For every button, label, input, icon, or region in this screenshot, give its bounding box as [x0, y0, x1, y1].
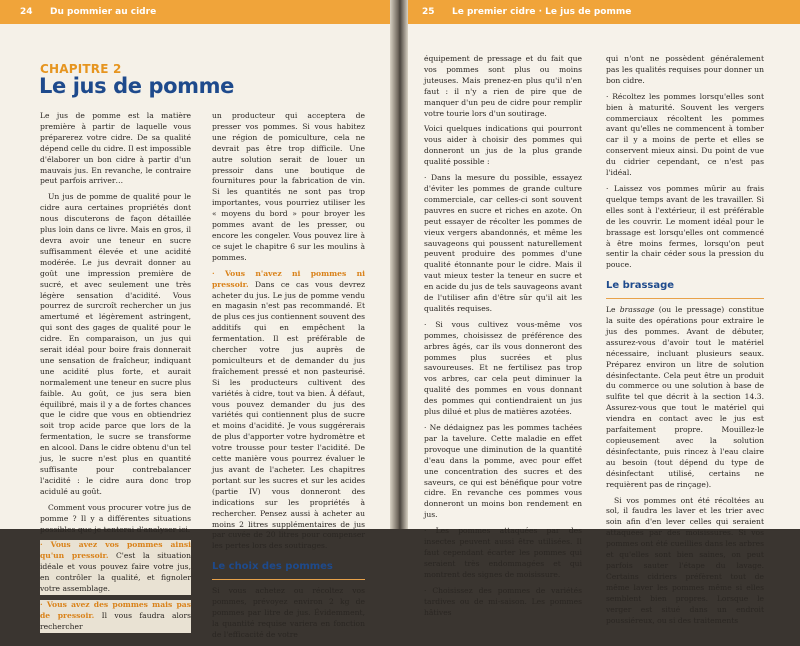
left-page-number: 24 [20, 7, 33, 17]
list-item: · Récoltez les pommes lorsqu'elles sont bien à maturité. Souvent les vergers commerciaux récoltent les pommes avant qu'elles ne commencent à tomber car il y a moins de perte et elles se conservent mieux ainsi. Du point de vue du cidrier cependant, ce n'est pas l'idéal. [606, 91, 764, 178]
section-heading: Le choix des pommes [212, 561, 333, 573]
paragraph-text: (ou le pressage) constitue la suite des opérations pour extraire le jus des pommes. Avant de débuter, assurez-vous d'avoir tout le matériel nécessaire, incluant plusieurs seaux. Préparez environ un litre de solution désinfectante. Cela peut être un produit du commerce ou une solution à base de sulfite tel que décrit à la section 14.3. Assurez-vous que tout le matériel qui viendra en contact avec le jus est parfaitement propre. Mouillez-le copieusement avec la solution désinfectante, puis rincez à l'eau claire au besoin (tout dépend du type de désinfectant utilisé, certains ne requièrent pas de rinçage). [606, 305, 765, 489]
list-item: · Choisissez des pommes de variétés tardives ou de mi-saison. Les pommes hâtives [424, 585, 582, 617]
left-running-head: Du pommier au cidre [50, 7, 157, 17]
list-item: · Ne dédaignez pas les pommes tachées par la tavelure. Cette maladie en effet provoque une diminution de la quantité d'eau dans la pomme, avec pour effet une concentration des sucres et des saveurs, ce qui est bénéfique pour votre cidre. En revanche ces pommes vous donneront un moins bon rendement en jus. [424, 423, 582, 520]
section-rule [606, 298, 764, 299]
right-column-1 [424, 54, 582, 623]
book-gutter [390, 0, 408, 529]
list-item: · Les pommes attaquées par des insectes peuvent aussi être utilisées. Il faut cependant écarter les pommes qui seraient très endommagées et qui montrent des signes de moisissure. [424, 526, 582, 579]
right-running-header [402, 0, 800, 24]
highlighted-paragraph [40, 600, 191, 633]
paragraph: équipement de pressage et du fait que vos pommes sont plus ou moins juteuses. Mais prenez-en plus qu'il n'en faut : il n'y a rien de pire que de manquer d'un peu de cidre pour remplir votre tourie lors d'un soutirage. [424, 54, 582, 118]
highlight-phrase: · Vous n'avez ni pommes ni pressoir. [212, 268, 365, 289]
paragraph: Si vous achetez ou récoltez vos pommes, prévoyez environ 2 kg de pommes par litre de jus. Évidemment, la quantité requise variera en fonction de l'efficacité de votre [212, 586, 365, 639]
highlighted-paragraph [40, 540, 191, 595]
paragraph: un producteur qui acceptera de presser vos pommes. Si vous habitez une région de pomiculture, cela ne devrait pas être trop difficile. Une autre solution serait de louer un pressoir dans une boutique de fournitures pour la fabrication de vin. Si les quantités ne sont pas trop importantes, vous pourriez utiliser les « moyens du bord » pour broyer les pommes avant de les presser, ou encore les congeler. Vous pouvez lire à ce sujet le chapitre 6 sur les moulins à pommes. [212, 111, 365, 262]
paragraph-text: Dans ce cas vous devrez acheter du jus. Le jus de pomme vendu en magasin n'est pas recommandé. Et de plus ces jus contiennent souvent des additifs qui en empêchent la fermentation. Il est préférable de chercher votre jus auprès de pomiculteurs et de demander du jus fraîchement pressé et non pasteurisé. Si les producteurs cultivent des variétés à cidre, tout va bien. À défaut, vous pouvez demander du jus des variétés qui contiennent plus de sucre et moins d'acidité. Je vous suggérerais de plus d'apporter votre hydromètre et votre trousse pour tester l'acidité. De cette manière vous pourrez évaluer le jus avant de l'acheter. Les chapitres portant sur les sucres et sur les acides (partie IV) vous donneront des indications sur les propriétés à rechercher. Pensez aussi à acheter au moins 2 litres supplémentaires de jus par cuvée de 20 litres pour compenser les pertes lors des soutirages. [212, 279, 365, 551]
left-column-2 [212, 111, 365, 646]
highlighted-paragraph [212, 269, 365, 553]
chapter-label: CHAPITRE 2 [40, 62, 122, 76]
paragraph: qui n'ont ne possèdent généralement pas les qualités requises pour donner un bon cidre. [606, 54, 764, 85]
list-item: · Laissez vos pommes mûrir au frais quelque temps avant de les travailler. Si elles sont à l'extérieur, il est préférable de les couvrir. Le moment idéal pour le brassage est lorsqu'elles ont commencé à être moins fermes, lorsqu'on peut sentir la chair céder sous la pression du pouce. [606, 183, 764, 270]
section-heading: Le brassage [606, 280, 675, 292]
section-rule [212, 579, 365, 580]
left-column-1 [40, 111, 191, 638]
paragraph: Le jus de pomme est la matière première à partir de laquelle vous préparerez votre cidre. De sa qualité dépend celle du cidre. Il est impossible d'élaborer un bon cidre à partir d'un mauvais jus. En revanche, le contraire peut parfois arriver… [40, 111, 191, 186]
right-running-head: Le premier cidre · Le jus de pomme [452, 7, 632, 17]
paragraph: Si vos pommes ont été récoltées au sol, il faudra les laver et les trier avec soin afin d'en lever celles qui seraient attaquées par des moisissures. Si vos pommes ont été cueillies dans les arbres et qu'elles sont bien saines, on peut parfois sauter l'étape du lavage. Certains cidriers préfèrent tout de même laver les pommes même si elles semblent bien propres. Lorsque le verger est situé dans un endroit poussiéreux, ou si des traitements [606, 495, 764, 625]
right-page-number: 25 [422, 7, 435, 17]
list-item: · Si vous cultivez vous-même vos pommes, choisissez de préférence des arbres âgés, car ils vous donneront des pommes plus sucrées et plus savoureuses. Et ne fertilisez pas trop vos arbres, car cela peut diminuer la qualité des pommes en vous donnant des pommes qui contiendraient un jus plus dilué et plus de matières azotées. [424, 319, 582, 417]
paragraph: Un jus de pomme de qualité pour le cidre aura certaines propriétés dont nous discuterons de façon détaillée plus loin dans ce livre. Mais en gros, il devra avoir une teneur en sucre suffisamment élevée et une acidité modérée. Le jus devrait donner au goût une impression première de sucré, et avec seulement une très légère sensation d'acidité. Vous pourrez de surcroît rechercher un jus amertumé et légèrement astringent, qui sont des gages de qualité pour le cidre. En comparaison, un jus qui serait idéal pour boire frais donnerait une sensation de fraîcheur, indiquant une acidité plus forte, et aurait normalement une teneur en sucre plus faible. Au goût, ce jus sera bien équilibré, mais il y a de fortes chances que le cidre que vous en obtiendriez soit trop acide parce que lors de la fermentation, le sucre se transforme en alcool. Dans le cidre obtenu d'un tel jus, le sucre n'est plus en quantité suffisante pour contrebalancer l'acidité : le cidre aura donc trop acidulé au goût. [40, 192, 191, 496]
list-item: · Dans la mesure du possible, essayez d'éviter les pommes de grande culture commerciale, car celles-ci sont souvent pauvres en sucre et riches en azote. On peut essayer de récolter les pommes de vieux vergers abandonnés, et même les sauvageons qui poussent naturellement peuvent produire des pommes d'une qualité étonnante pour le cidre. Mais il vaut mieux tester la teneur en sucre et en acide du jus de tels sauvageons avant de l'utiliser afin d'être sûr qu'il ait les qualités requises. [424, 173, 582, 313]
left-running-header [0, 0, 396, 24]
chapter-title: Le jus de pomme [39, 74, 234, 98]
highlight-phrase: · Vous avez vos pommes ainsi qu'un pressoir. [40, 540, 191, 561]
paragraph-text: Le [606, 305, 620, 315]
right-page [402, 0, 800, 625]
emphasis-term: brassage [619, 305, 655, 315]
paragraph-text: Il vous faudra alors rechercher [40, 610, 191, 631]
highlight-phrase: · Vous avez des pommes mais pas de pressoir. [40, 599, 191, 620]
paragraph: Comment vous procurer votre jus de pomme ? Il y a différentes situations possibles que je tenterai d'analyser ici. [40, 502, 191, 534]
paragraph-text: C'est la situation idéale et vous pouvez faire votre jus, en contrôler la qualité, et fignoler votre assemblage. [40, 551, 192, 594]
right-column-2 [606, 54, 764, 631]
paragraph [606, 305, 764, 490]
left-page [0, 0, 396, 639]
paragraph: Voici quelques indications qui pourront vous aider à choisir des pommes qui donneront un jus de la plus grande qualité possible : [424, 124, 582, 167]
